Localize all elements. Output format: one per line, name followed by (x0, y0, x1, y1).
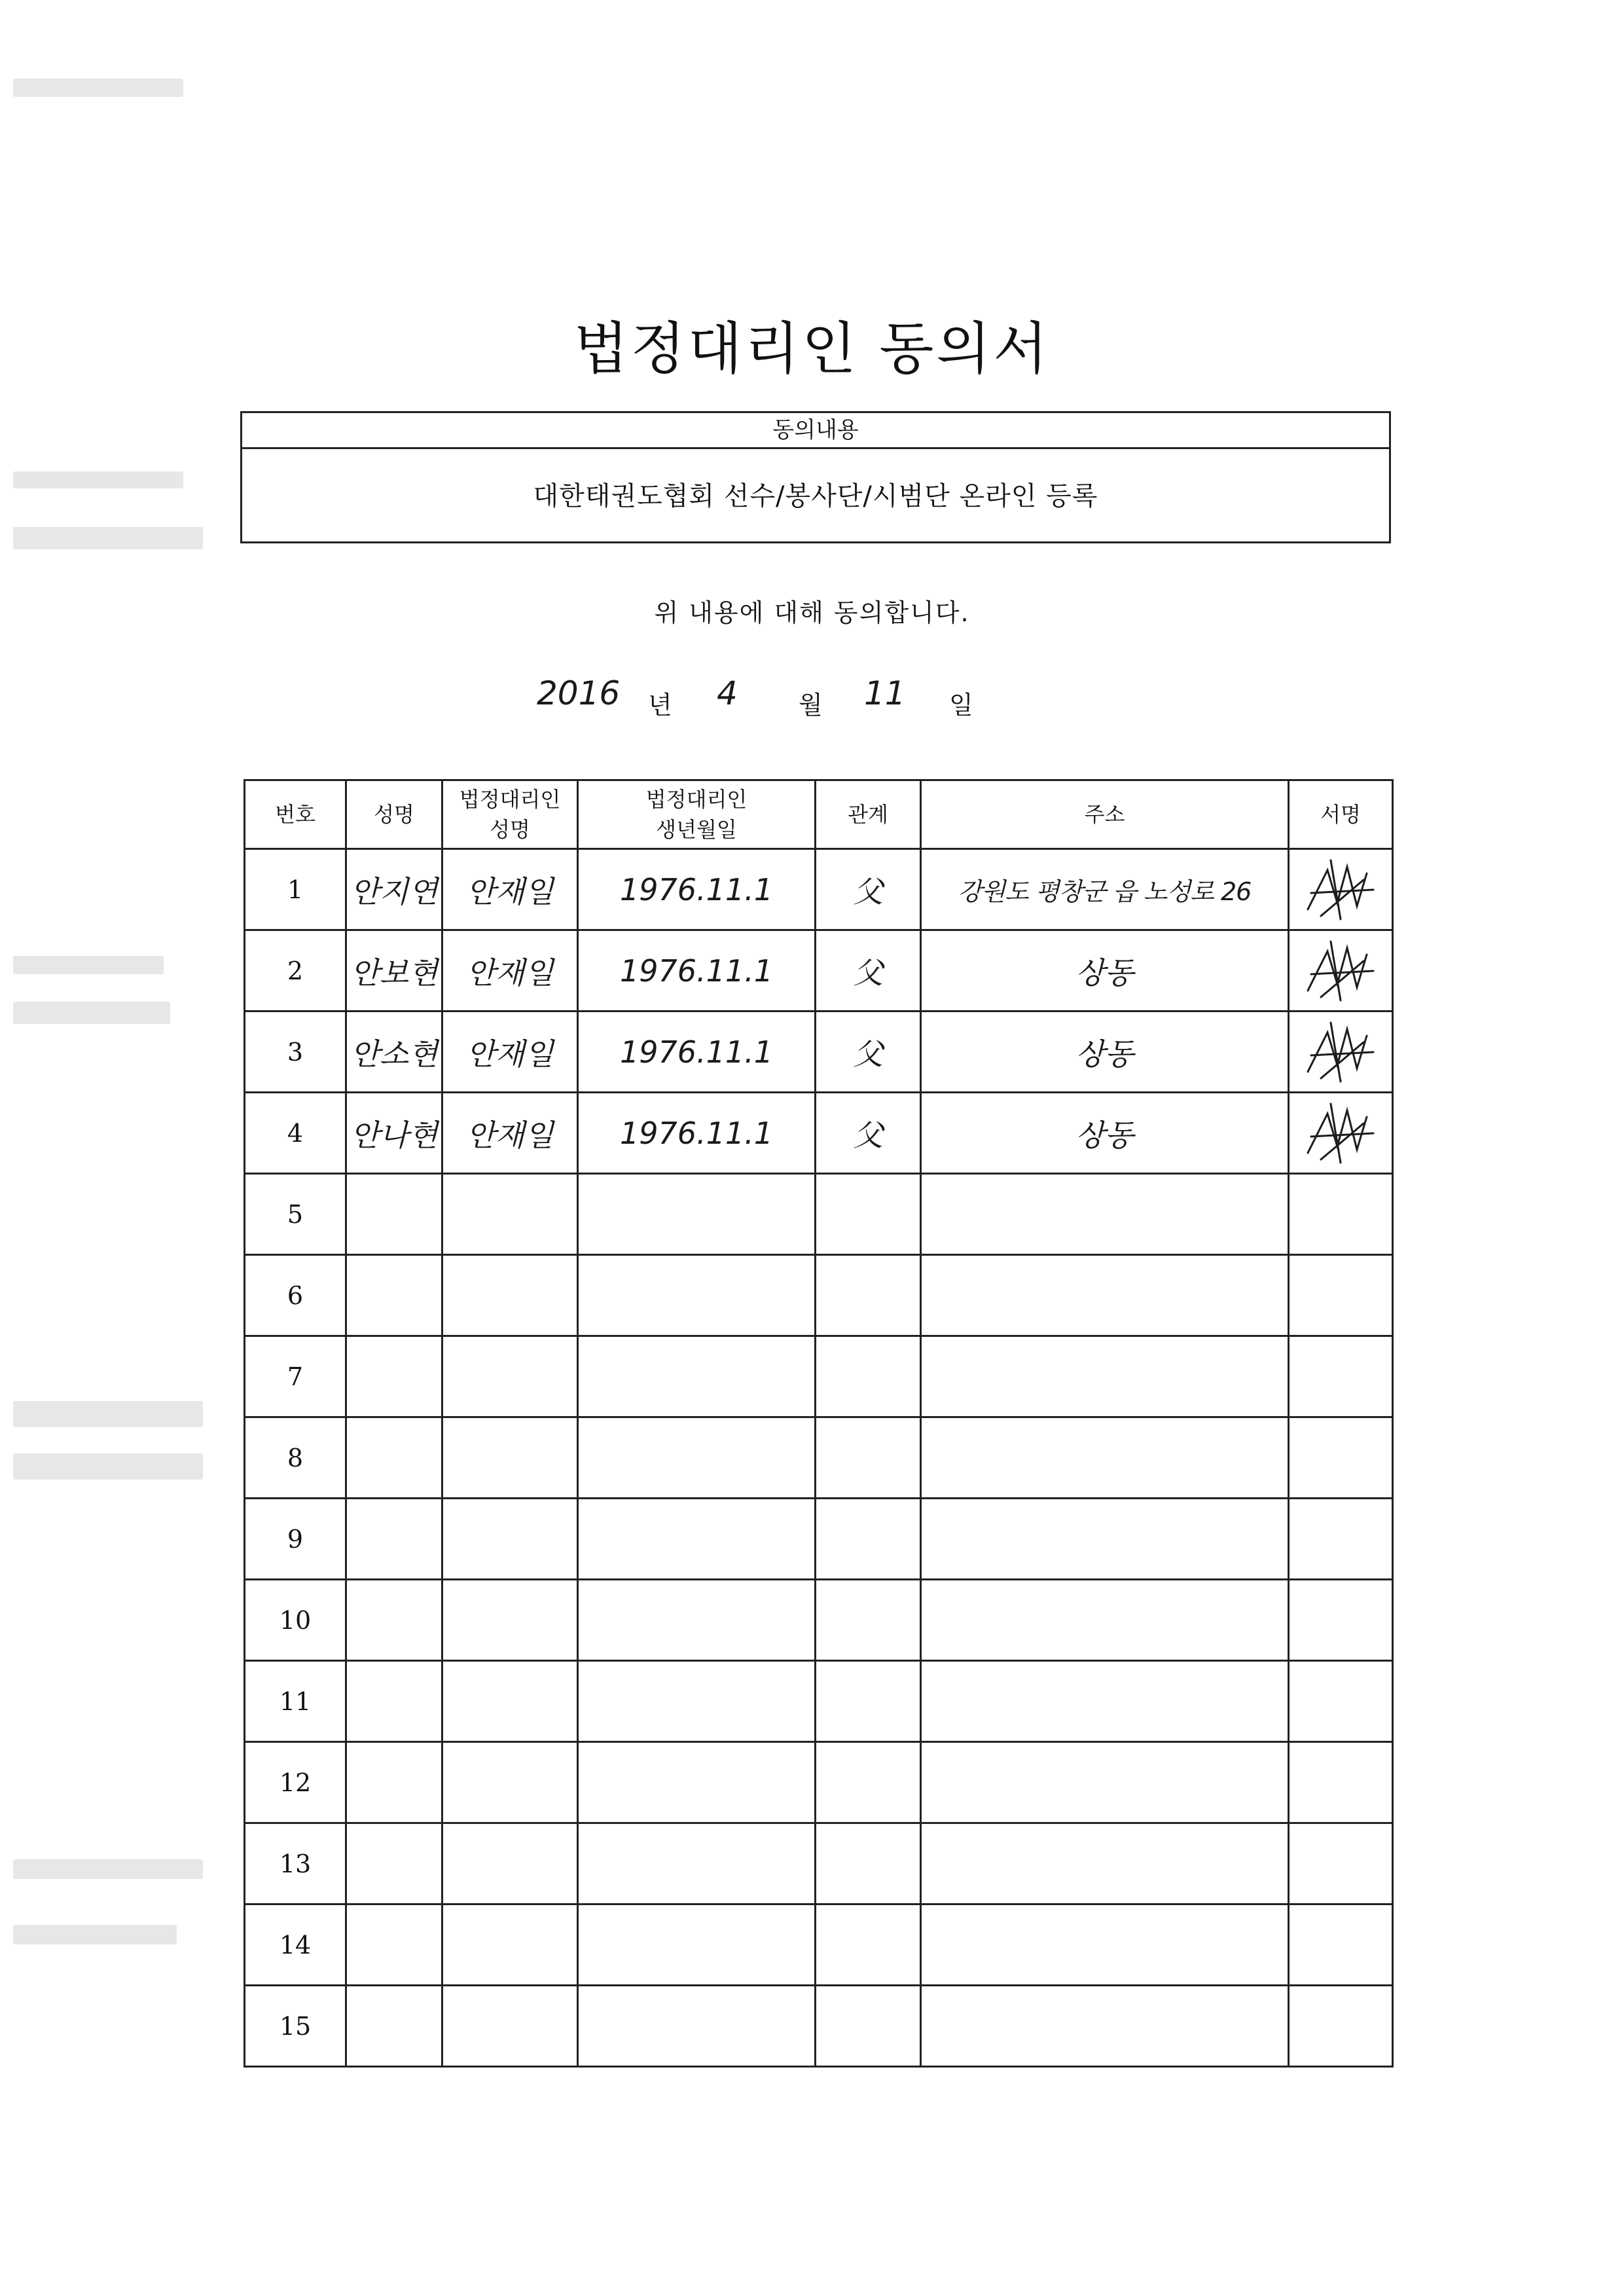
row-signature (1289, 1499, 1393, 1580)
table-row (245, 1661, 1393, 1742)
row-relation (816, 1255, 921, 1336)
table-row (245, 1904, 1393, 1986)
row-address (921, 1904, 1289, 1986)
row-name: 안지연 (346, 849, 442, 930)
row-guardian-name (442, 1986, 578, 2067)
row-guardian-birth (578, 1742, 816, 1823)
header-name: 성명 (346, 780, 442, 849)
row-number: 2 (245, 930, 346, 1011)
row-name (346, 1417, 442, 1499)
table-row (245, 1174, 1393, 1255)
date-day: 11 (864, 674, 906, 712)
row-address (921, 1580, 1289, 1661)
row-guardian-name (442, 1255, 578, 1336)
date-month-unit: 월 (799, 691, 823, 720)
row-signature (1289, 1093, 1393, 1174)
table-row (245, 1011, 1393, 1093)
guardian-roster-table (244, 779, 1394, 2068)
row-relation (816, 1661, 921, 1742)
row-address: 상동 (921, 1011, 1289, 1093)
row-relation: 父 (816, 1093, 921, 1174)
row-relation: 父 (816, 930, 921, 1011)
consent-box (240, 411, 1391, 543)
row-number: 15 (245, 1986, 346, 2067)
date-day-unit: 일 (949, 691, 973, 720)
row-relation (816, 1174, 921, 1255)
row-name (346, 1336, 442, 1417)
row-guardian-birth (578, 1986, 816, 2067)
row-number: 10 (245, 1580, 346, 1661)
row-guardian-birth: 1976.11.1 (578, 930, 816, 1011)
row-name (346, 1742, 442, 1823)
row-address (921, 1499, 1289, 1580)
row-guardian-birth (578, 1823, 816, 1904)
row-address (921, 1174, 1289, 1255)
row-guardian-name (442, 1742, 578, 1823)
row-number: 13 (245, 1823, 346, 1904)
header-address: 주소 (921, 780, 1289, 849)
row-relation (816, 1986, 921, 2067)
row-number: 11 (245, 1661, 346, 1742)
header-guardian-birth (578, 780, 816, 849)
row-guardian-birth: 1976.11.1 (578, 1011, 816, 1093)
row-signature (1289, 1011, 1393, 1093)
table-row (245, 1417, 1393, 1499)
row-address: 상동 (921, 1093, 1289, 1174)
scan-artifact (13, 79, 183, 97)
date-month: 4 (717, 674, 738, 712)
row-guardian-name: 안재일 (442, 849, 578, 930)
row-relation (816, 1499, 921, 1580)
scan-artifact (13, 1859, 203, 1879)
row-guardian-name (442, 1580, 578, 1661)
row-number: 14 (245, 1904, 346, 1986)
row-guardian-birth (578, 1661, 816, 1742)
row-relation: 父 (816, 1011, 921, 1093)
row-number: 8 (245, 1417, 346, 1499)
scan-artifact (13, 1401, 203, 1427)
row-number: 1 (245, 849, 346, 930)
row-relation (816, 1580, 921, 1661)
table-row (245, 1823, 1393, 1904)
date-year-unit: 년 (648, 691, 672, 720)
row-guardian-name: 안재일 (442, 930, 578, 1011)
row-name (346, 1823, 442, 1904)
row-name: 안소현 (346, 1011, 442, 1093)
row-name: 안보현 (346, 930, 442, 1011)
row-guardian-name (442, 1417, 578, 1499)
row-name (346, 1580, 442, 1661)
row-guardian-birth (578, 1174, 816, 1255)
row-name (346, 1499, 442, 1580)
table-row (245, 1093, 1393, 1174)
consent-header: 동의내용 (242, 413, 1389, 449)
row-guardian-name (442, 1661, 578, 1742)
scan-artifact (13, 471, 183, 488)
row-number: 4 (245, 1093, 346, 1174)
consent-content: 대한태권도협회 선수/봉사단/시범단 온라인 등록 (533, 481, 1098, 511)
row-number: 3 (245, 1011, 346, 1093)
row-signature (1289, 1255, 1393, 1336)
scan-artifact (13, 956, 164, 974)
row-guardian-name (442, 1904, 578, 1986)
scan-artifact (13, 1002, 170, 1024)
table-row (245, 1986, 1393, 2067)
row-guardian-name (442, 1823, 578, 1904)
row-relation (816, 1823, 921, 1904)
header-guardian-name-line1: 법정대리인 (459, 787, 561, 812)
row-guardian-birth: 1976.11.1 (578, 849, 816, 930)
row-signature (1289, 1823, 1393, 1904)
header-guardian-birth-line1: 법정대리인 (645, 787, 748, 812)
row-guardian-name (442, 1336, 578, 1417)
row-relation (816, 1336, 921, 1417)
scan-artifact (13, 527, 203, 549)
row-signature (1289, 930, 1393, 1011)
header-guardian-birth-line2: 생년월일 (656, 817, 737, 842)
row-guardian-name (442, 1499, 578, 1580)
table-row (245, 1499, 1393, 1580)
row-name: 안나현 (346, 1093, 442, 1174)
row-name (346, 1174, 442, 1255)
agreement-statement: 위 내용에 대해 동의합니다. (654, 598, 970, 627)
row-signature (1289, 1580, 1393, 1661)
scan-artifact (13, 1453, 203, 1480)
row-relation: 父 (816, 849, 921, 930)
row-number: 5 (245, 1174, 346, 1255)
row-address (921, 1742, 1289, 1823)
row-name (346, 1661, 442, 1742)
row-address (921, 1823, 1289, 1904)
row-signature (1289, 1417, 1393, 1499)
signature-scribble (1301, 938, 1380, 1004)
row-number: 7 (245, 1336, 346, 1417)
row-relation (816, 1904, 921, 1986)
signature-scribble (1301, 1019, 1380, 1085)
row-address: 강원도 평창군 읍 노성로 26 (921, 849, 1289, 930)
row-guardian-name: 안재일 (442, 1011, 578, 1093)
row-relation (816, 1742, 921, 1823)
row-signature (1289, 1986, 1393, 2067)
row-address: 상동 (921, 930, 1289, 1011)
row-name (346, 1255, 442, 1336)
signature-scribble (1301, 1101, 1380, 1166)
date-line (537, 668, 995, 727)
document-title: 법정대리인 동의서 (573, 316, 1051, 382)
row-guardian-birth (578, 1499, 816, 1580)
row-address (921, 1417, 1289, 1499)
row-name (346, 1904, 442, 1986)
row-signature (1289, 1742, 1393, 1823)
row-address (921, 1336, 1289, 1417)
row-relation (816, 1417, 921, 1499)
row-guardian-name: 안재일 (442, 1093, 578, 1174)
row-guardian-birth (578, 1580, 816, 1661)
row-guardian-birth (578, 1255, 816, 1336)
date-year: 2016 (537, 674, 621, 712)
header-number: 번호 (245, 780, 346, 849)
row-address (921, 1661, 1289, 1742)
row-signature (1289, 1661, 1393, 1742)
row-address (921, 1986, 1289, 2067)
row-number: 12 (245, 1742, 346, 1823)
table-row (245, 1742, 1393, 1823)
signature-scribble (1301, 857, 1380, 922)
table-row (245, 1336, 1393, 1417)
header-signature: 서명 (1289, 780, 1393, 849)
table-row (245, 1255, 1393, 1336)
row-signature (1289, 1174, 1393, 1255)
row-signature (1289, 1336, 1393, 1417)
header-guardian-name (442, 780, 578, 849)
row-name (346, 1986, 442, 2067)
row-signature (1289, 849, 1393, 930)
header-guardian-name-line2: 성명 (490, 817, 530, 842)
table-row (245, 930, 1393, 1011)
table-header-row (245, 780, 1393, 849)
row-number: 6 (245, 1255, 346, 1336)
row-number: 9 (245, 1499, 346, 1580)
scan-artifact (13, 1925, 177, 1944)
table-row (245, 1580, 1393, 1661)
row-signature (1289, 1904, 1393, 1986)
row-guardian-birth (578, 1417, 816, 1499)
row-guardian-birth: 1976.11.1 (578, 1093, 816, 1174)
row-guardian-name (442, 1174, 578, 1255)
row-address (921, 1255, 1289, 1336)
table-row (245, 849, 1393, 930)
row-guardian-birth (578, 1336, 816, 1417)
header-relation: 관계 (816, 780, 921, 849)
row-guardian-birth (578, 1904, 816, 1986)
